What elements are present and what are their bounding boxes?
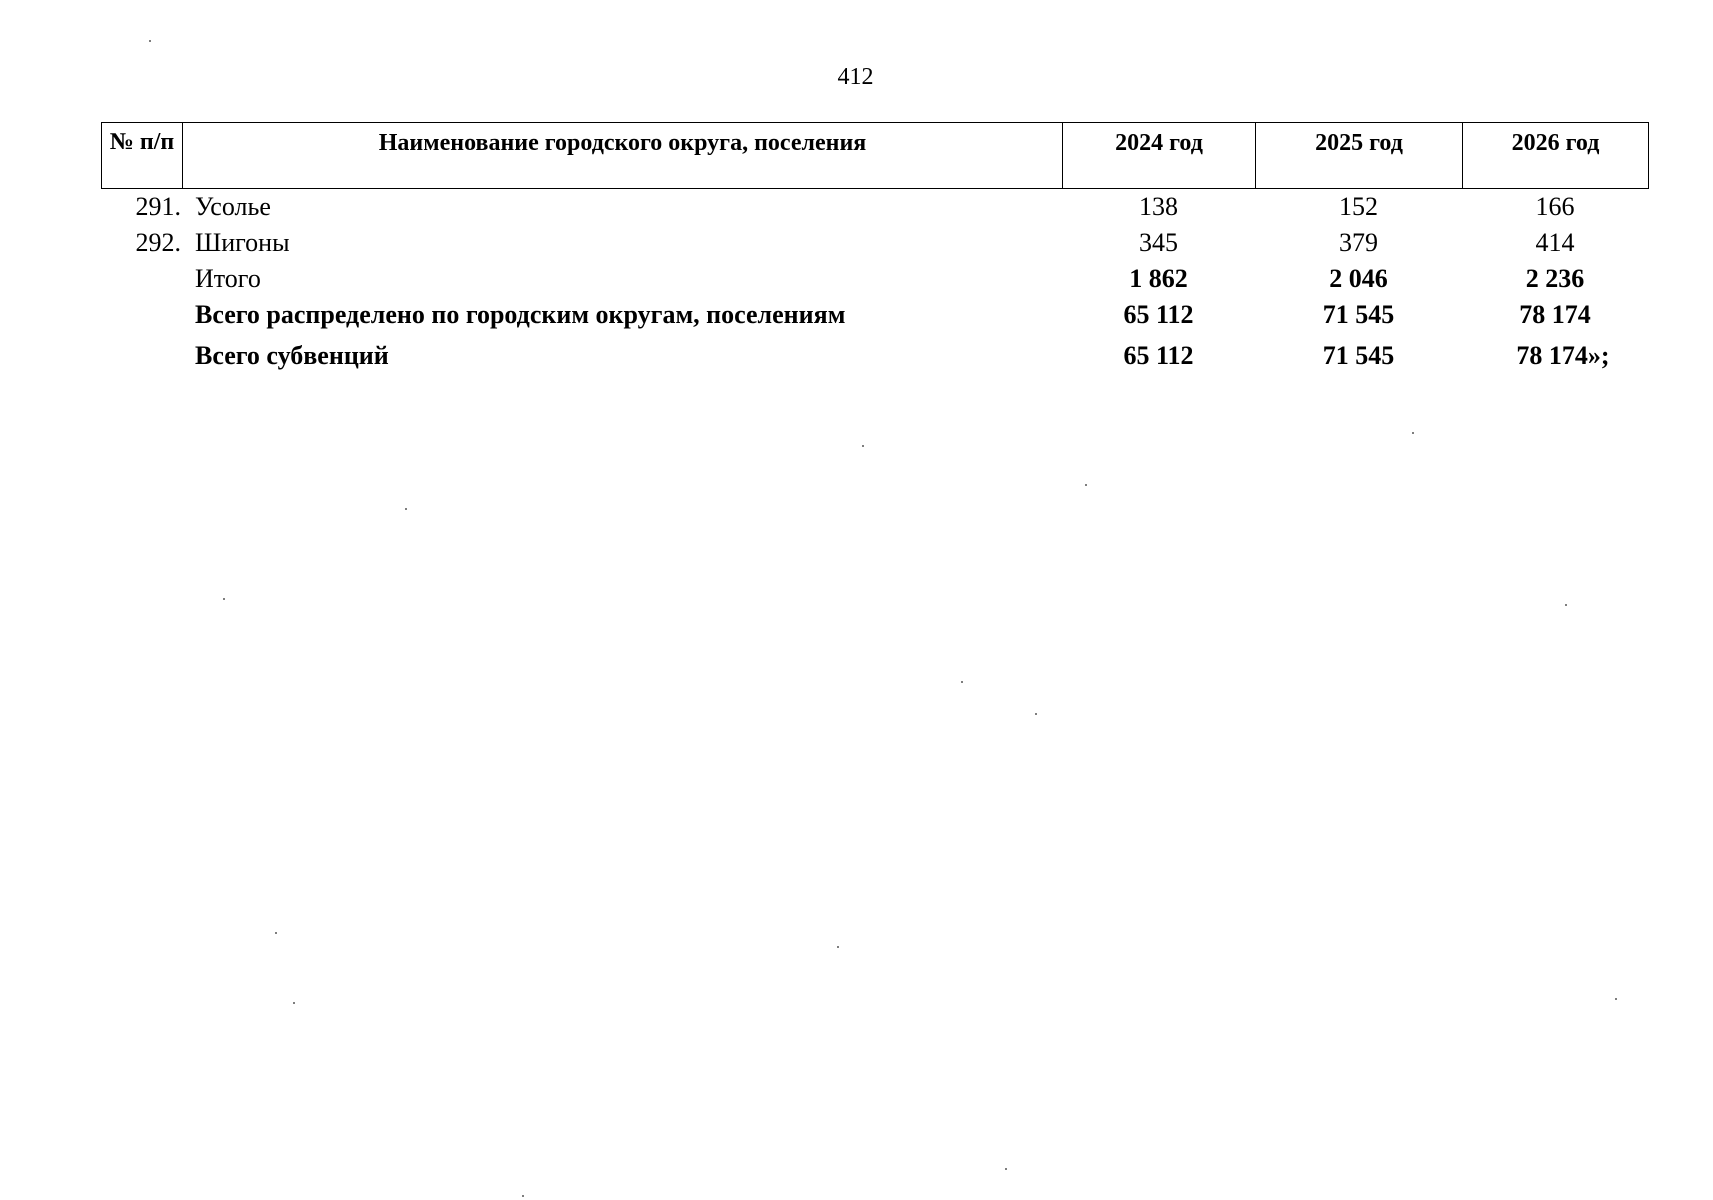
row-2025: 71 545 (1322, 341, 1395, 370)
scan-speck (293, 1002, 295, 1004)
row-2025: 2 046 (1329, 264, 1388, 293)
scan-speck (961, 681, 963, 683)
row-2026: 78 174 (1519, 300, 1591, 329)
row-2026: 2 236 (1525, 264, 1585, 293)
scan-speck (149, 40, 151, 42)
row-2024: 138 (1139, 192, 1178, 221)
row-num: 291. (135, 192, 181, 221)
row-2026: 166 (1535, 192, 1575, 221)
scan-speck (1615, 998, 1617, 1000)
scan-speck (1085, 484, 1087, 486)
row-name: Итого (195, 264, 261, 293)
scan-speck (1565, 604, 1567, 606)
header-name: Наименование городского округа, поселения (183, 123, 1063, 189)
scan-speck (223, 598, 225, 600)
row-2024: 65 112 (1123, 341, 1194, 370)
row-name: Всего распределено по городским округам, поселениям (195, 300, 846, 329)
table-row-subtotal (101, 261, 1648, 297)
page-number: 412 (837, 64, 874, 90)
row-name: Шигоны (195, 228, 290, 257)
scan-speck (837, 946, 839, 948)
row-2024: 345 (1139, 228, 1178, 257)
table-row-distributed-total (101, 297, 1648, 333)
scan-speck (862, 445, 864, 447)
table-body (101, 189, 1648, 375)
scan-speck (1035, 713, 1037, 715)
scan-speck (275, 932, 277, 934)
header-2024: 2024 год (1063, 123, 1256, 189)
scan-speck (405, 508, 407, 510)
scan-speck (522, 1195, 524, 1197)
row-2026: 78 174»; (1516, 341, 1610, 370)
table-row (101, 189, 1648, 225)
header-2025: 2025 год (1256, 123, 1463, 189)
header-num: № п/п (102, 123, 183, 189)
row-num: 292. (135, 228, 181, 257)
row-name: Усолье (195, 192, 271, 221)
row-2025: 71 545 (1322, 300, 1395, 329)
table-row-grand-total (101, 333, 1648, 375)
row-name: Всего субвенций (195, 341, 389, 370)
table-row (101, 225, 1648, 261)
row-2025: 152 (1339, 192, 1378, 221)
header-2026: 2026 год (1463, 123, 1649, 189)
table-header (101, 122, 1649, 189)
row-2026: 414 (1535, 228, 1575, 257)
row-2025: 379 (1339, 228, 1378, 257)
row-2024: 65 112 (1123, 300, 1194, 329)
row-2024: 1 862 (1129, 264, 1188, 293)
scan-speck (1005, 1168, 1007, 1170)
scan-speck (1412, 432, 1414, 434)
